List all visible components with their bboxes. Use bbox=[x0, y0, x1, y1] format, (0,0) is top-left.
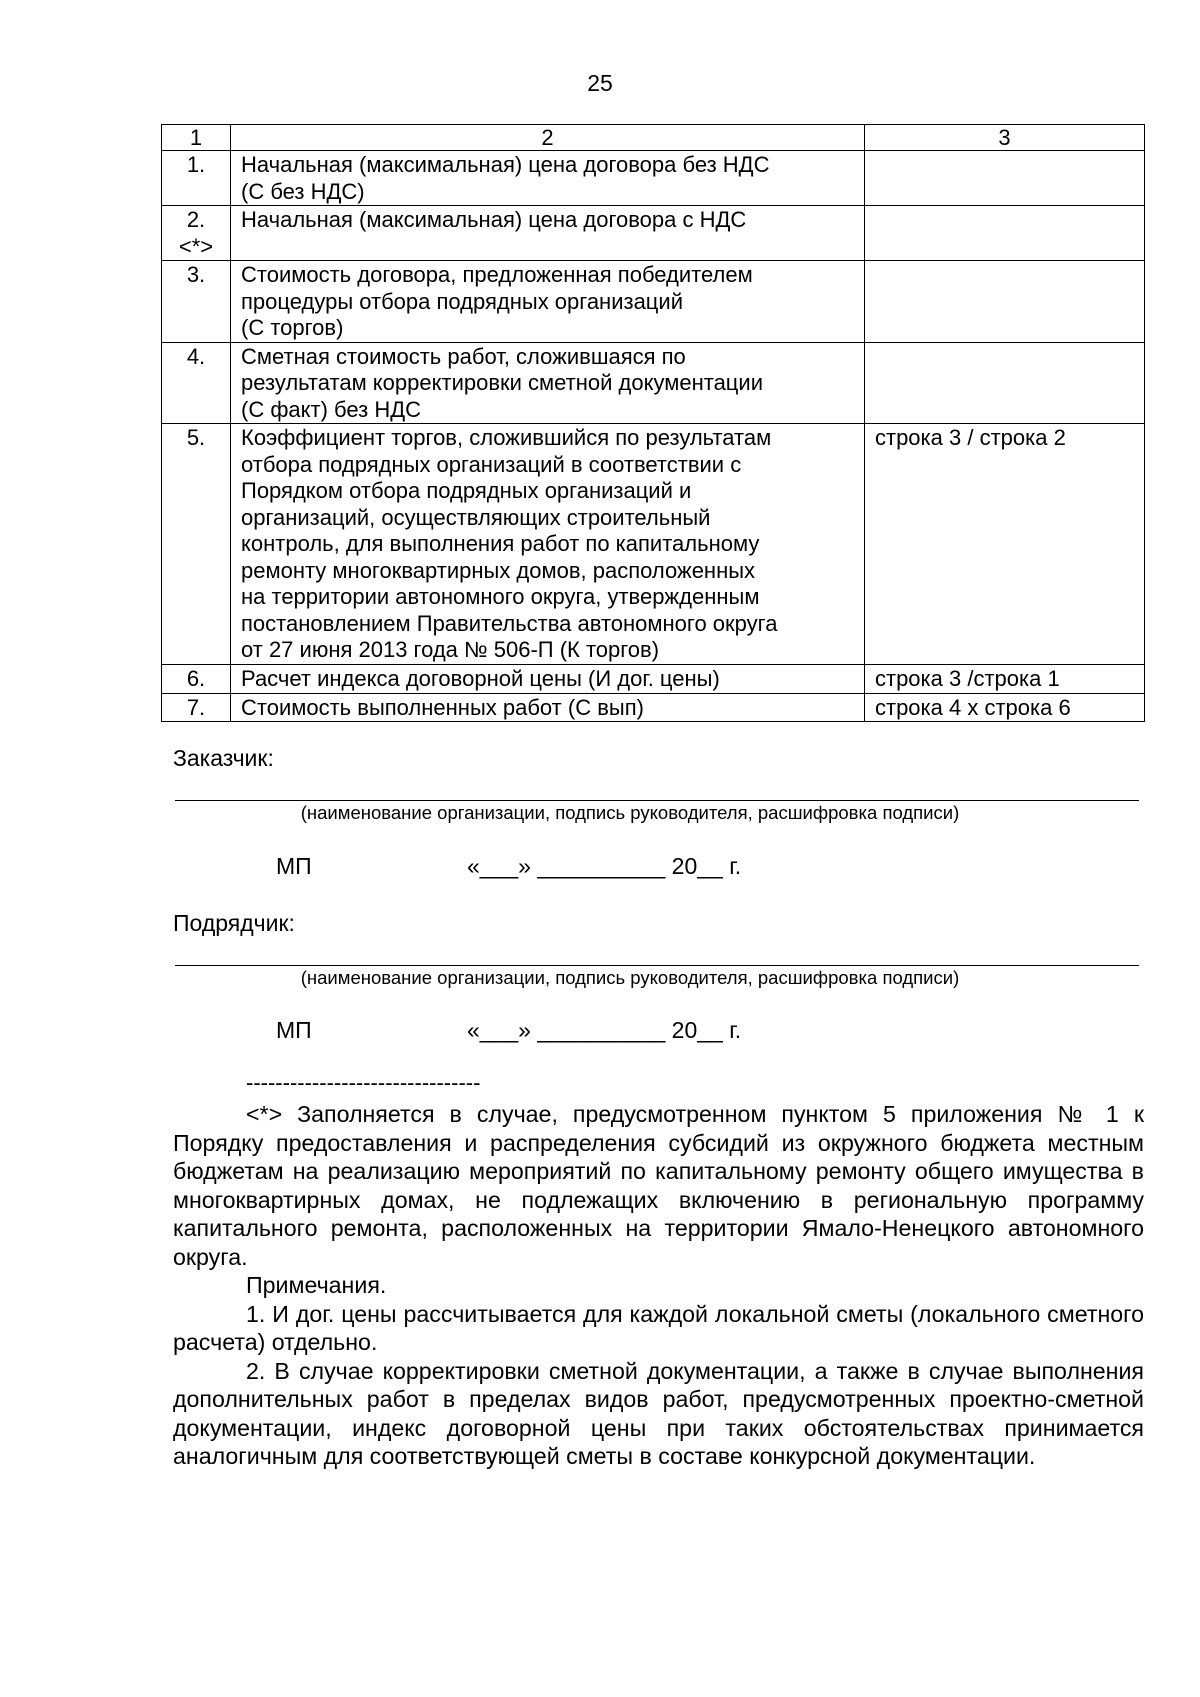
row-number: 5. bbox=[162, 424, 231, 665]
table-row bbox=[162, 693, 1145, 722]
customer-stamp-label: МП bbox=[276, 853, 312, 879]
contractor-date-line: «___» __________ 20__ г. bbox=[467, 1017, 742, 1043]
row-description: Стоимость договора, предложенная победителем процедуры отбора подрядных организаций (С торгов) bbox=[231, 261, 865, 343]
row-description: Начальная (максимальная) цена договора без НДС (С без НДС) bbox=[231, 151, 865, 206]
row-description: Коэффициент торгов, сложившийся по результатам отбора подрядных организаций в соответствии с Порядком отбора подрядных организаций и организаций, осуществляющих строительный контроль, для выполнения работ по капитальному ремонту многоквартирных домов, расположенных на территории автономного округа, утвержденным постановлением Правительства автономного округа от 27 июня 2013 года № 506-П (К торгов) bbox=[231, 424, 865, 665]
contractor-signature-caption: (наименование организации, подпись руководителя, расшифровка подписи) bbox=[300, 967, 960, 988]
row-number: 6. bbox=[162, 665, 231, 694]
row-value bbox=[865, 206, 1145, 261]
table-row bbox=[162, 206, 1145, 261]
table-header-cell: 1 bbox=[162, 125, 231, 151]
note-item: 2. В случае корректировки сметной документации, а также в случае выполнения дополнительных работ в пределах видов работ, предусмотренных проектно-сметной документации, индекс договорной цены при таких обстоятельствах принимается аналогичным для соответствующей сметы в составе конкурсной документации. bbox=[173, 1357, 1144, 1469]
calculation-table bbox=[161, 124, 1145, 722]
table-header-cell: 3 bbox=[865, 125, 1145, 151]
row-value: строка 4 х строка 6 bbox=[865, 693, 1145, 722]
table-header-row bbox=[162, 125, 1145, 151]
row-description: Начальная (максимальная) цена договора с НДС bbox=[231, 206, 865, 261]
customer-signature-line bbox=[175, 800, 1139, 801]
row-number: 4. bbox=[162, 342, 231, 424]
customer-signature-caption: (наименование организации, подпись руководителя, расшифровка подписи) bbox=[300, 802, 960, 823]
row-number: 1. bbox=[162, 151, 231, 206]
row-number: 3. bbox=[162, 261, 231, 343]
table-row bbox=[162, 665, 1145, 694]
row-description: Сметная стоимость работ, сложившаяся по результатам корректировки сметной документации (С факт) без НДС bbox=[231, 342, 865, 424]
contractor-label: Подрядчик: bbox=[173, 910, 295, 936]
row-description: Стоимость выполненных работ (С вып) bbox=[231, 693, 865, 722]
row-value: строка 3 /строка 1 bbox=[865, 665, 1145, 694]
row-value bbox=[865, 261, 1145, 343]
row-value bbox=[865, 151, 1145, 206]
page-number: 25 bbox=[587, 70, 613, 96]
notes-section bbox=[173, 1100, 1144, 1471]
table-header-cell: 2 bbox=[231, 125, 865, 151]
contractor-signature-line bbox=[175, 965, 1139, 966]
row-description: Расчет индекса договорной цены (И дог. цены) bbox=[231, 665, 865, 694]
footnote-separator: -------------------------------- bbox=[246, 1070, 481, 1095]
row-value: строка 3 / строка 2 bbox=[865, 424, 1145, 665]
table-row bbox=[162, 342, 1145, 424]
table-row bbox=[162, 261, 1145, 343]
row-number: 7. bbox=[162, 693, 231, 722]
row-value bbox=[865, 342, 1145, 424]
note-item: 1. И дог. цены рассчитывается для каждой локальной сметы (локального сметного расчета) отдельно. bbox=[173, 1300, 1144, 1355]
row-number: 2. <*> bbox=[162, 206, 231, 261]
customer-label: Заказчик: bbox=[173, 745, 274, 771]
notes-title: Примечания. bbox=[246, 1272, 387, 1298]
table-row bbox=[162, 151, 1145, 206]
table-row bbox=[162, 424, 1145, 665]
contractor-stamp-label: МП bbox=[276, 1017, 312, 1043]
footnote-text: <*> Заполняется в случае, предусмотренном пунктом 5 приложения № 1 к Порядку предоставления и распределения субсидий из окружного бюджета местным бюджетам на реализацию мероприятий по капитальному ремонту общего имущества в многоквартирных домах, не подлежащих включению в региональную программу капитального ремонта, расположенных на территории Ямало-Ненецкого автономного округа. bbox=[173, 1101, 1144, 1270]
customer-date-line: «___» __________ 20__ г. bbox=[467, 853, 742, 879]
